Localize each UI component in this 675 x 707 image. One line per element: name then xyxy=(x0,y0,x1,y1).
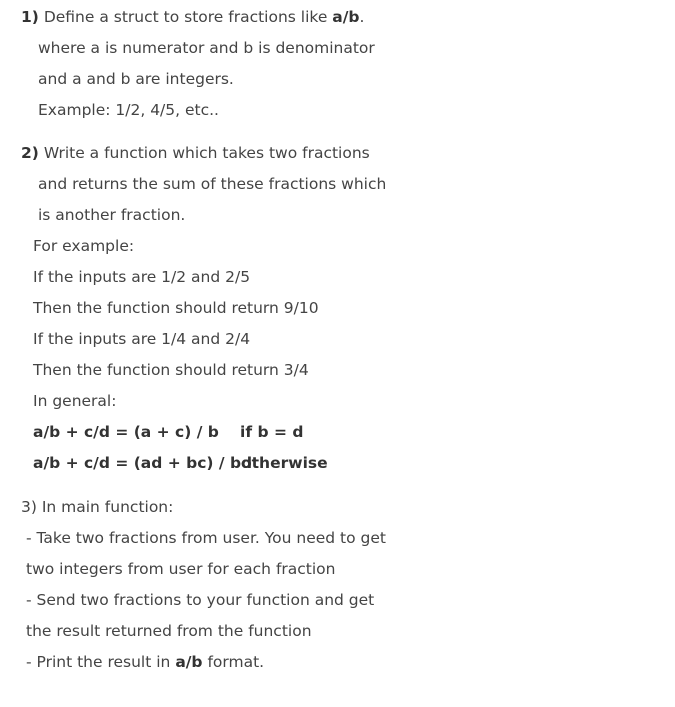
section-1-text-bold: a/b xyxy=(332,8,360,26)
section-2-line-6: Then the function should return 9/10 xyxy=(33,299,319,317)
section-2-number: 2) xyxy=(21,144,39,162)
formula-same-denominator: a/b + c/d = (a + c) / b xyxy=(33,423,219,441)
section-3-line-6 xyxy=(26,652,264,672)
section-2-line-8: Then the function should return 3/4 xyxy=(33,361,309,379)
formula-general-condition: otherwise xyxy=(241,454,328,472)
section-1-line-4: Example: 1/2, 4/5, etc.. xyxy=(38,101,219,119)
section-2-line-2: and returns the sum of these fractions which xyxy=(38,175,387,193)
section-1-number: 1) xyxy=(21,8,39,26)
section-1-line-2: where a is numerator and b is denominator xyxy=(38,39,375,57)
section-2-line-7: If the inputs are 1/4 and 2/4 xyxy=(33,330,251,348)
section-3-line-5: the result returned from the function xyxy=(26,622,312,640)
formula-same-denominator-condition: if b = d xyxy=(240,423,304,441)
section-2-line-1-text: Write a function which takes two fractions xyxy=(43,144,370,162)
formula-general: a/b + c/d = (ad + bc) / bd xyxy=(33,454,253,472)
section-3-line-6-pre: - Print the result in xyxy=(26,653,176,671)
section-2-line-4: For example: xyxy=(33,237,135,255)
section-2-line-1 xyxy=(21,143,370,163)
section-3-line-4: - Send two fractions to your function and get xyxy=(26,591,375,609)
section-1-text-pre: Define a struct to store fractions like xyxy=(43,8,333,26)
section-2-line-5: If the inputs are 1/2 and 2/5 xyxy=(33,268,251,286)
section-1-line-3: and a and b are integers. xyxy=(38,70,234,88)
section-3-line-2: - Take two fractions from user. You need to get xyxy=(26,529,386,547)
section-3-line-3: two integers from user for each fraction xyxy=(26,560,336,578)
section-2-line-3: is another fraction. xyxy=(38,206,186,224)
section-2-line-9: In general: xyxy=(33,392,117,410)
section-3-line-1: 3) In main function: xyxy=(21,498,174,516)
section-3-line-6-bold: a/b xyxy=(175,653,203,671)
section-1-line-1 xyxy=(21,7,364,27)
section-3-line-6-post: format. xyxy=(202,653,265,671)
section-1-text-post: . xyxy=(359,8,365,26)
